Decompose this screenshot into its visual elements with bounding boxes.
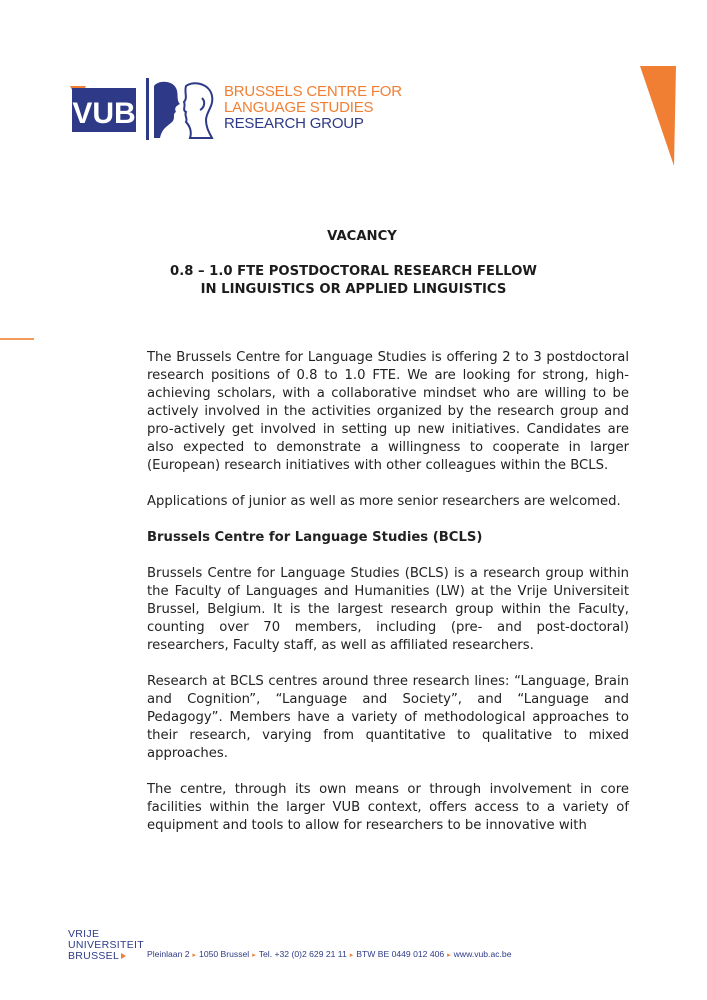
section-heading: Brussels Centre for Language Studies (BCLS) xyxy=(147,530,483,545)
facilities-paragraph: The centre, through its own means or through involvement in core facilities within the larger VUB context, offers access to a variety of equipment and tools to allow for researchers to be innovative with xyxy=(147,782,629,833)
org-name-line: RESEARCH GROUP xyxy=(224,115,364,132)
separator-icon: ▸ xyxy=(252,952,256,959)
footer-logo-triangle-icon xyxy=(121,953,126,959)
footer-city: 1050 Brussel xyxy=(199,949,250,959)
job-title-line2: IN LINGUISTICS OR APPLIED LINGUISTICS xyxy=(200,282,507,297)
org-name xyxy=(224,84,402,132)
footer-logo-line: UNIVERSITEIT xyxy=(68,939,144,951)
separator-icon: ▸ xyxy=(349,952,354,959)
bcls-description-paragraph: Brussels Centre for Language Studies (BCLS) is a research group within the Faculty of Languages and Humanities (LW) at the Vrije Universiteit Brussel, Belgium. It is the largest research group within the Faculty, counting over 70 members, including (pre- and post-doctoral) researchers, Faculty staff, as well as affiliated researchers. xyxy=(147,566,629,653)
footer-tel: Tel. +32 (0)2 629 21 11 xyxy=(258,949,347,959)
intro-paragraph: The Brussels Centre for Language Studies is offering 2 to 3 postdoctoral research positions of 0.8 to 1.0 FTE. We are looking for strong, high-achieving scholars, with a collaborative mindset who are willing to be actively involved in the activities organized by the research group and pro-actively get involved in setting up new initiatives. Candidates are also expected to demonstrate a willingness to cooperate in larger (European) research initiatives with other colleagues within the BCLS. xyxy=(147,350,629,473)
org-name-line: BRUSSELS CENTRE FOR xyxy=(224,83,402,100)
corner-triangle-decoration xyxy=(640,66,676,166)
job-title-line1: 0.8 – 1.0 FTE POSTDOCTORAL RESEARCH FELLOW xyxy=(170,264,537,279)
fold-mark xyxy=(0,338,34,340)
footer-logo-line: BRUSSEL xyxy=(68,951,144,962)
vacancy-label: VACANCY xyxy=(327,229,397,244)
footer-address: Pleinlaan 2 xyxy=(147,949,190,959)
svg-text:VUB: VUB xyxy=(72,97,136,130)
separator-icon: ▸ xyxy=(192,952,197,959)
applications-paragraph: Applications of junior as well as more senior researchers are welcomed. xyxy=(147,494,621,509)
footer-website-link[interactable]: www.vub.ac.be xyxy=(453,949,512,959)
vub-logo xyxy=(70,82,138,134)
body-text xyxy=(147,349,629,853)
separator-icon: ▸ xyxy=(447,952,451,959)
footer-vat: BTW BE 0449 012 406 xyxy=(356,949,445,959)
footer-university-logo xyxy=(68,929,144,962)
bcls-faces-logo xyxy=(146,78,218,140)
research-lines-paragraph: Research at BCLS centres around three research lines: “Language, Brain and Cognition”, “Language and Society”, and “Language and Pedagogy”. Members have a variety of methodological approaches to their research, varying from quantitative to qualitative to mixed approaches. xyxy=(147,674,629,761)
org-name-line: LANGUAGE STUDIES xyxy=(224,99,374,116)
footer-contact-line xyxy=(147,949,511,959)
footer-logo-line: VRIJE xyxy=(68,928,100,940)
